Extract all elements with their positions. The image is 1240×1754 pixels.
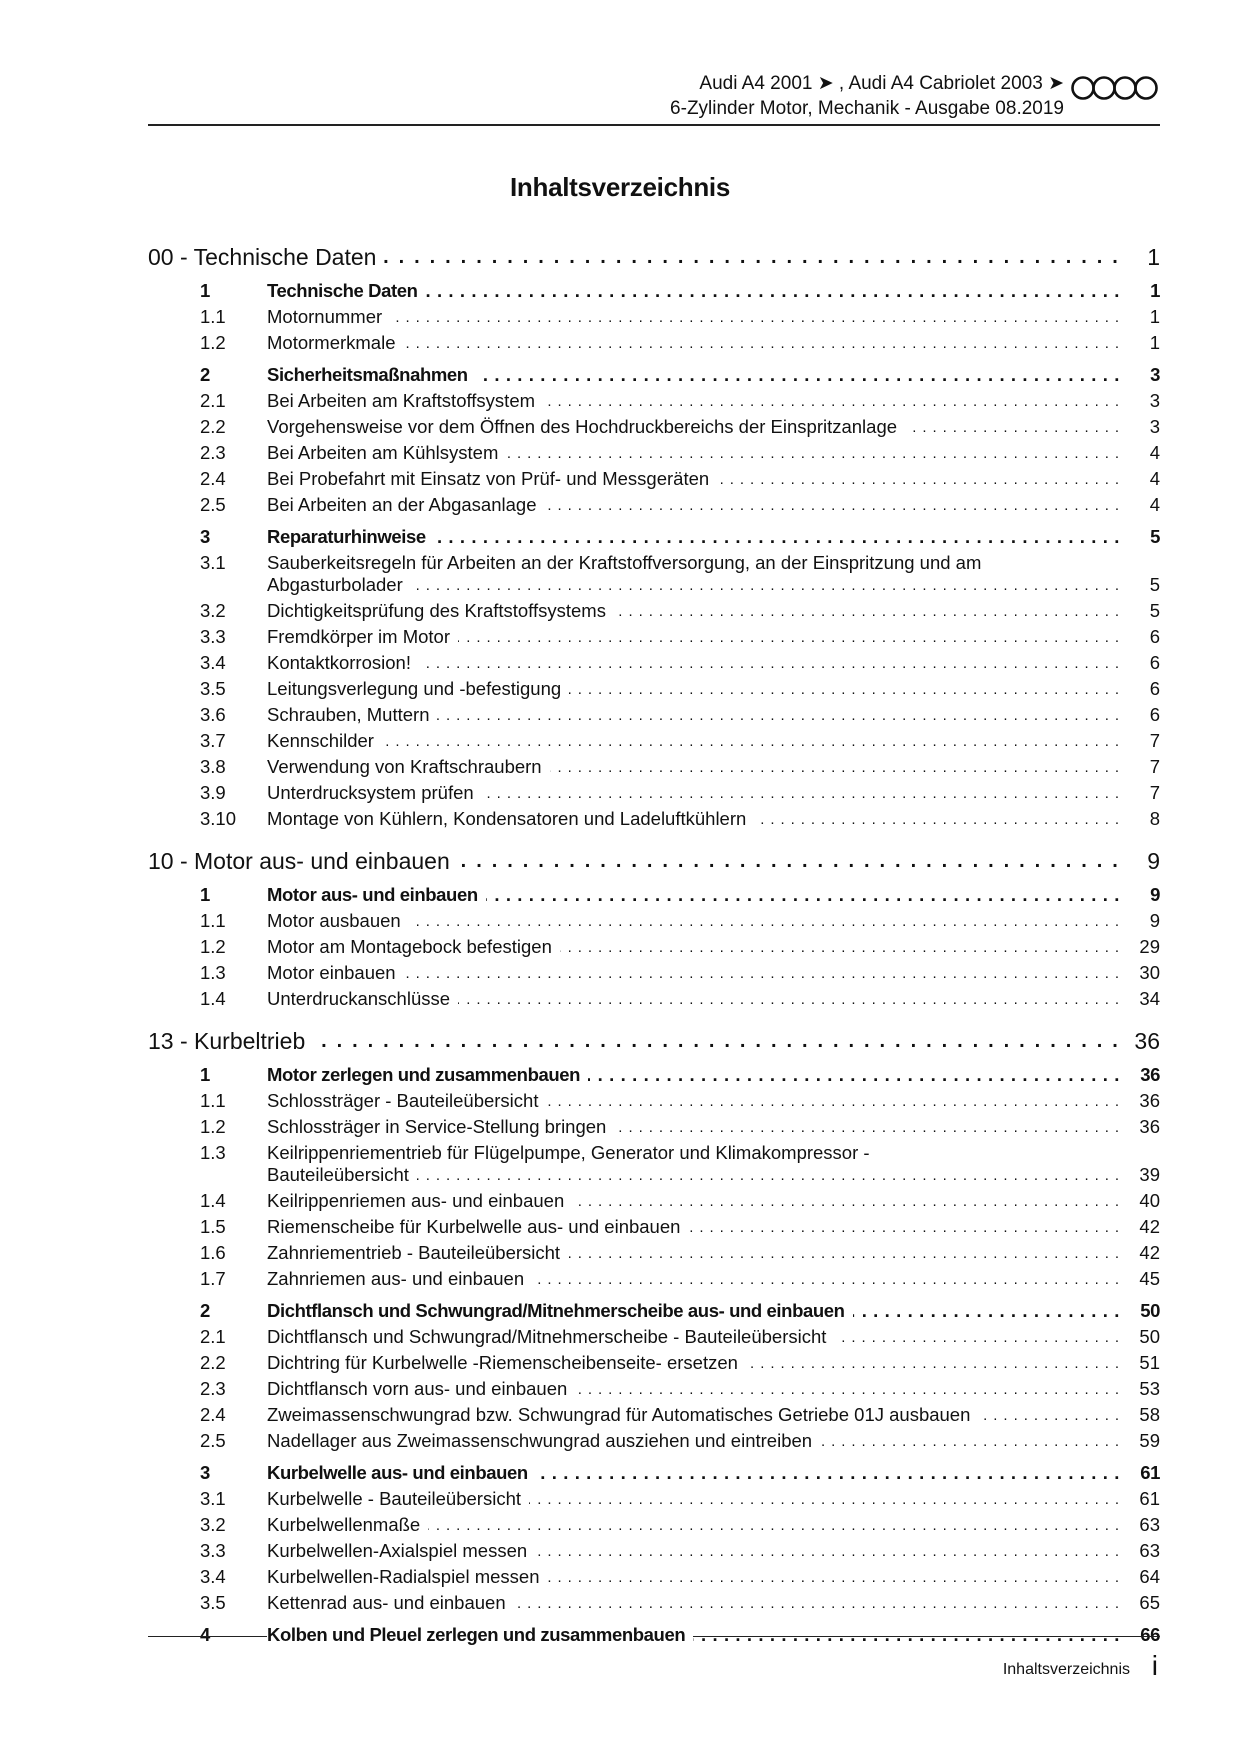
vehicle-models: Audi A4 2001 ➤ , Audi A4 Cabriolet 2003 ➤ (699, 73, 1064, 94)
toc-label (267, 494, 1120, 516)
toc-label (267, 390, 1120, 412)
toc-label (267, 280, 1120, 302)
toc-page-number: 61 (1139, 1488, 1160, 1509)
toc-label (148, 1028, 1120, 1055)
toc-label (267, 1064, 1120, 1086)
toc-subsection[interactable] (148, 730, 1160, 756)
toc-page-number: 63 (1139, 1514, 1160, 1535)
toc-number: 2.2 (200, 416, 226, 437)
toc-label-text: Nadellager aus Zweimassenschwungrad ausziehen und eintreiben (267, 1430, 820, 1451)
toc-label-text: Motor ausbauen (267, 910, 409, 931)
toc-label-text: Keilrippenriemen aus- und einbauen (267, 1190, 572, 1211)
toc-number: 1.2 (200, 332, 226, 353)
toc-page-number: 5 (1150, 526, 1160, 547)
toc-number: 1.4 (200, 988, 226, 1009)
toc-page-number: 6 (1149, 652, 1160, 673)
manual-edition: 6-Zylinder Motor, Mechanik - Ausgabe 08.2019 (670, 98, 1064, 119)
toc-number: 3.1 (200, 1488, 226, 1509)
toc-page-number: 50 (1140, 1300, 1160, 1321)
toc-label-text: Schrauben, Muttern (267, 704, 437, 725)
audi-rings-logo (1070, 74, 1160, 102)
toc-label (267, 1216, 1120, 1238)
toc-page-number: 34 (1139, 988, 1160, 1009)
toc-page-number: 7 (1149, 756, 1160, 777)
toc-label-text: 10 - Motor aus- und einbauen (148, 848, 458, 874)
toc-label (267, 1116, 1120, 1138)
toc-subsection[interactable] (148, 468, 1160, 494)
toc-page-number: 7 (1149, 782, 1160, 803)
toc-label-text: Kontaktkorrosion! (267, 652, 419, 673)
toc-number: 3.8 (200, 756, 226, 777)
toc-page-number: 40 (1139, 1190, 1160, 1211)
toc-label-continued (267, 1164, 1120, 1186)
toc-label-text: Schlossträger - Bauteileübersicht (267, 1090, 546, 1111)
toc-number: 2 (200, 364, 210, 385)
table-of-contents (148, 244, 1160, 1650)
toc-label-continued-text: Bauteileübersicht (267, 1164, 417, 1185)
toc-label-text: Kettenrad aus- und einbauen (267, 1592, 514, 1613)
toc-number: 3.2 (200, 600, 226, 621)
toc-label-text: 13 - Kurbeltrieb (148, 1028, 313, 1054)
toc-subsection[interactable] (148, 988, 1160, 1014)
toc-label-text: Kurbelwellenmaße (267, 1514, 428, 1535)
toc-number: 1 (200, 1064, 210, 1085)
toc-page-number: 64 (1139, 1566, 1160, 1587)
toc-page-number: 9 (1149, 910, 1160, 931)
toc-page-number: 66 (1140, 1624, 1160, 1645)
toc-label-text: Zweimassenschwungrad bzw. Schwungrad für Automatisches Getriebe 01J ausbauen (267, 1404, 978, 1425)
toc-number: 2.4 (200, 1404, 226, 1425)
toc-page-number: 6 (1149, 704, 1160, 725)
toc-number: 3.5 (200, 678, 226, 699)
toc-label-text: Kolben und Pleuel zerlegen und zusammenbauen (267, 1624, 693, 1645)
toc-number: 3.2 (200, 1514, 226, 1535)
toc-label-continued-text: Abgasturbolader (267, 574, 411, 595)
toc-subsection[interactable] (148, 442, 1160, 468)
toc-subsection[interactable] (148, 600, 1160, 626)
toc-number: 3.5 (200, 1592, 226, 1613)
toc-label (267, 1430, 1120, 1452)
toc-label-text: Fremdkörper im Motor (267, 626, 458, 647)
toc-subsection[interactable] (148, 1268, 1160, 1294)
toc-number: 1.3 (200, 1142, 226, 1163)
toc-label-continued (267, 574, 1120, 596)
toc-subsection[interactable] (148, 626, 1160, 652)
toc-subsection[interactable] (148, 1592, 1160, 1618)
toc-label-text: Leitungsverlegung und -befestigung (267, 678, 569, 699)
toc-page-number: 9 (1147, 848, 1160, 874)
toc-subsection[interactable] (148, 1142, 1160, 1190)
toc-label (148, 244, 1120, 271)
toc-subsection[interactable] (148, 1514, 1160, 1540)
toc-subsection[interactable] (148, 416, 1160, 442)
toc-subsection[interactable] (148, 390, 1160, 416)
toc-number: 3.1 (200, 552, 226, 573)
toc-page-number: 65 (1139, 1592, 1160, 1613)
toc-label-text: Zahnriemen aus- und einbauen (267, 1268, 532, 1289)
toc-label-text: Motor zerlegen und zusammenbauen (267, 1064, 588, 1085)
toc-label (267, 756, 1120, 778)
toc-number: 2.3 (200, 1378, 226, 1399)
toc-number: 1 (200, 884, 210, 905)
toc-page-number: 6 (1149, 626, 1160, 647)
toc-label (267, 626, 1120, 648)
toc-page-number: 45 (1139, 1268, 1160, 1289)
toc-section[interactable] (148, 884, 1160, 910)
toc-label (267, 704, 1120, 726)
toc-label (267, 1352, 1120, 1374)
toc-section[interactable] (148, 364, 1160, 390)
toc-label (267, 936, 1120, 958)
toc-label-text: Sauberkeitsregeln für Arbeiten an der Kraftstoffversorgung, an der Einspritzung und am (267, 552, 989, 573)
toc-label (267, 1326, 1120, 1348)
page-title: Inhaltsverzeichnis (509, 172, 731, 202)
toc-subsection[interactable] (148, 1190, 1160, 1216)
toc-label (267, 1514, 1120, 1536)
toc-number: 3 (200, 526, 210, 547)
toc-label-text: Montage von Kühlern, Kondensatoren und Ladeluftkühlern (267, 808, 754, 829)
toc-number: 2.4 (200, 468, 226, 489)
toc-subsection[interactable] (148, 910, 1160, 936)
toc-page-number: 61 (1140, 1462, 1160, 1483)
toc-subsection[interactable] (148, 652, 1160, 678)
toc-page-number: 3 (1149, 416, 1160, 437)
toc-subsection[interactable] (148, 1430, 1160, 1456)
toc-number: 3.6 (200, 704, 226, 725)
toc-subsection[interactable] (148, 1540, 1160, 1566)
toc-label-text: Keilrippenriementrieb für Flügelpumpe, Generator und Klimakompressor - (267, 1142, 878, 1163)
toc-label (267, 442, 1120, 464)
toc-page-number: 5 (1149, 574, 1160, 595)
footer-page-number: i (1151, 1650, 1158, 1681)
toc-number: 3.9 (200, 782, 226, 803)
toc-number: 2.5 (200, 494, 226, 515)
toc-label (267, 730, 1120, 752)
toc-number: 1.1 (200, 910, 226, 931)
toc-label-text: Bei Arbeiten am Kraftstoffsystem (267, 390, 543, 411)
toc-number: 1.6 (200, 1242, 226, 1263)
toc-number: 2.3 (200, 442, 226, 463)
toc-label-text: Dichtflansch und Schwungrad/Mitnehmerscheibe - Bauteileübersicht (267, 1326, 834, 1347)
toc-page-number: 58 (1139, 1404, 1160, 1425)
toc-label-text: Motor aus- und einbauen (267, 884, 486, 905)
toc-subsection[interactable] (148, 1404, 1160, 1430)
toc-subsection[interactable] (148, 306, 1160, 332)
toc-page-number: 7 (1149, 730, 1160, 751)
toc-page-number: 1 (1149, 306, 1160, 327)
toc-subsection[interactable] (148, 756, 1160, 782)
toc-number: 1.7 (200, 1268, 226, 1289)
toc-chapter[interactable] (148, 244, 1160, 274)
toc-subsection[interactable] (148, 1378, 1160, 1404)
toc-page-number: 36 (1139, 1090, 1160, 1111)
toc-label-text: Dichtigkeitsprüfung des Kraftstoffsystems (267, 600, 614, 621)
toc-label-text: Vorgehensweise vor dem Öffnen des Hochdruckbereichs der Einspritzanlage (267, 416, 905, 437)
toc-number: 3.10 (200, 808, 237, 829)
toc-subsection[interactable] (148, 782, 1160, 808)
toc-page-number: 9 (1150, 884, 1160, 905)
toc-label (267, 678, 1120, 700)
toc-subsection[interactable] (148, 962, 1160, 988)
toc-label (267, 808, 1120, 830)
toc-page-number: 30 (1139, 962, 1160, 983)
toc-page-number: 36 (1140, 1064, 1160, 1085)
toc-label (267, 332, 1120, 354)
toc-number: 2.5 (200, 1430, 226, 1451)
toc-label (267, 526, 1120, 548)
toc-page-number: 4 (1149, 442, 1160, 463)
toc-label-text: Dichtflansch vorn aus- und einbauen (267, 1378, 575, 1399)
toc-section[interactable] (148, 1300, 1160, 1326)
toc-number: 1.3 (200, 962, 226, 983)
toc-page-number: 50 (1139, 1326, 1160, 1347)
toc-label (267, 468, 1120, 490)
toc-label-text: Bei Probefahrt mit Einsatz von Prüf- und Messgeräten (267, 468, 717, 489)
toc-label (267, 1378, 1120, 1400)
toc-section[interactable] (148, 1064, 1160, 1090)
toc-number: 3.3 (200, 626, 226, 647)
toc-label-text: Bei Arbeiten an der Abgasanlage (267, 494, 545, 515)
toc-page-number: 29 (1139, 936, 1160, 957)
toc-label (267, 1190, 1120, 1212)
toc-page-number: 3 (1149, 390, 1160, 411)
toc-label (267, 1268, 1120, 1290)
toc-label (267, 1488, 1120, 1510)
toc-subsection[interactable] (148, 1116, 1160, 1142)
toc-label (267, 1624, 1120, 1646)
toc-label-text: Motornummer (267, 306, 390, 327)
toc-label-text: Bei Arbeiten am Kühlsystem (267, 442, 506, 463)
toc-page-number: 6 (1149, 678, 1160, 699)
toc-label-text: Sicherheitsmaßnahmen (267, 364, 476, 385)
toc-label-text: Technische Daten (267, 280, 426, 301)
toc-page-number: 8 (1149, 808, 1160, 829)
toc-label (267, 1142, 1120, 1164)
toc-subsection[interactable] (148, 1090, 1160, 1116)
toc-subsection[interactable] (148, 332, 1160, 358)
toc-label (267, 782, 1120, 804)
toc-number: 2 (200, 1300, 210, 1321)
toc-number: 1.4 (200, 1190, 226, 1211)
toc-label-text: Motor am Montagebock befestigen (267, 936, 560, 957)
toc-label-text: Dichtring für Kurbelwelle -Riemenscheibenseite- ersetzen (267, 1352, 746, 1373)
toc-number: 1.2 (200, 1116, 226, 1137)
toc-label-text: Kurbelwelle aus- und einbauen (267, 1462, 536, 1483)
toc-label (267, 910, 1120, 932)
toc-label (267, 1404, 1120, 1426)
toc-label-text: Unterdrucksystem prüfen (267, 782, 482, 803)
toc-label-text: Schlossträger in Service-Stellung bringen (267, 1116, 614, 1137)
toc-label (267, 600, 1120, 622)
footer-label: Inhaltsverzeichnis (1002, 1661, 1130, 1678)
toc-page-number: 39 (1139, 1164, 1160, 1185)
toc-number: 3 (200, 1462, 210, 1483)
toc-page-number: 42 (1139, 1216, 1160, 1237)
toc-number: 3.3 (200, 1540, 226, 1561)
toc-page-number: 42 (1139, 1242, 1160, 1263)
toc-label (267, 1090, 1120, 1112)
toc-subsection[interactable] (148, 678, 1160, 704)
toc-label-text: Kennschilder (267, 730, 382, 751)
toc-number: 2.1 (200, 1326, 226, 1347)
toc-number: 1.1 (200, 1090, 226, 1111)
toc-label (267, 884, 1120, 906)
toc-subsection[interactable] (148, 1216, 1160, 1242)
page-header (148, 70, 1160, 126)
toc-page-number: 63 (1139, 1540, 1160, 1561)
toc-label-text: Reparaturhinweise (267, 526, 434, 547)
toc-number: 3.4 (200, 1566, 226, 1587)
toc-chapter[interactable] (148, 1028, 1160, 1058)
toc-section[interactable] (148, 1624, 1160, 1650)
toc-label-text: Kurbelwellen-Radialspiel messen (267, 1566, 548, 1587)
toc-chapter[interactable] (148, 848, 1160, 878)
toc-subsection[interactable] (148, 1488, 1160, 1514)
toc-page-number: 59 (1139, 1430, 1160, 1451)
toc-label (267, 988, 1120, 1010)
toc-label (148, 848, 1120, 875)
toc-page-number: 36 (1134, 1028, 1160, 1054)
toc-label-text: Dichtflansch und Schwungrad/Mitnehmerscheibe aus- und einbauen (267, 1300, 853, 1321)
toc-label-text: Motormerkmale (267, 332, 404, 353)
toc-label-text: Riemenscheibe für Kurbelwelle aus- und einbauen (267, 1216, 688, 1237)
toc-page-number: 1 (1147, 244, 1160, 270)
toc-number: 2.1 (200, 390, 226, 411)
toc-label-text: 00 - Technische Daten (148, 244, 384, 270)
toc-number: 1.2 (200, 936, 226, 957)
toc-page-number: 4 (1149, 494, 1160, 515)
toc-label (267, 1242, 1120, 1264)
toc-section[interactable] (148, 526, 1160, 552)
toc-label-text: Zahnriementrieb - Bauteileübersicht (267, 1242, 568, 1263)
toc-number: 1.5 (200, 1216, 226, 1237)
toc-page-number: 1 (1149, 332, 1160, 353)
toc-section[interactable] (148, 1462, 1160, 1488)
toc-section[interactable] (148, 280, 1160, 306)
toc-subsection[interactable] (148, 936, 1160, 962)
toc-label (267, 962, 1120, 984)
toc-label-text: Kurbelwelle - Bauteileübersicht (267, 1488, 529, 1509)
toc-label (267, 364, 1120, 386)
toc-page-number: 1 (1150, 280, 1160, 301)
toc-number: 1 (200, 280, 210, 301)
toc-page-number: 5 (1149, 600, 1160, 621)
toc-label (267, 1462, 1120, 1484)
toc-label (267, 1540, 1120, 1562)
toc-label (267, 552, 1120, 574)
toc-label (267, 1566, 1120, 1588)
toc-number: 4 (200, 1624, 210, 1645)
toc-subsection[interactable] (148, 704, 1160, 730)
toc-label-text: Unterdruckanschlüsse (267, 988, 458, 1009)
toc-subsection[interactable] (148, 1566, 1160, 1592)
toc-page-number: 53 (1139, 1378, 1160, 1399)
toc-label (267, 306, 1120, 328)
toc-number: 3.4 (200, 652, 226, 673)
toc-label-text: Verwendung von Kraftschraubern (267, 756, 550, 777)
toc-label (267, 652, 1120, 674)
toc-page-number: 51 (1139, 1352, 1160, 1373)
toc-label (267, 1592, 1120, 1614)
toc-subsection[interactable] (148, 494, 1160, 520)
toc-subsection[interactable] (148, 1352, 1160, 1378)
toc-subsection[interactable] (148, 1242, 1160, 1268)
toc-subsection[interactable] (148, 808, 1160, 834)
toc-page-number: 3 (1150, 364, 1160, 385)
toc-number: 2.2 (200, 1352, 226, 1373)
toc-label-text: Kurbelwellen-Axialspiel messen (267, 1540, 535, 1561)
toc-label (267, 1300, 1120, 1322)
toc-number: 3.7 (200, 730, 226, 751)
toc-label (267, 416, 1120, 438)
toc-page-number: 36 (1139, 1116, 1160, 1137)
toc-label-text: Motor einbauen (267, 962, 404, 983)
toc-page-number: 4 (1149, 468, 1160, 489)
toc-subsection[interactable] (148, 1326, 1160, 1352)
toc-subsection[interactable] (148, 552, 1160, 600)
toc-number: 1.1 (200, 306, 226, 327)
